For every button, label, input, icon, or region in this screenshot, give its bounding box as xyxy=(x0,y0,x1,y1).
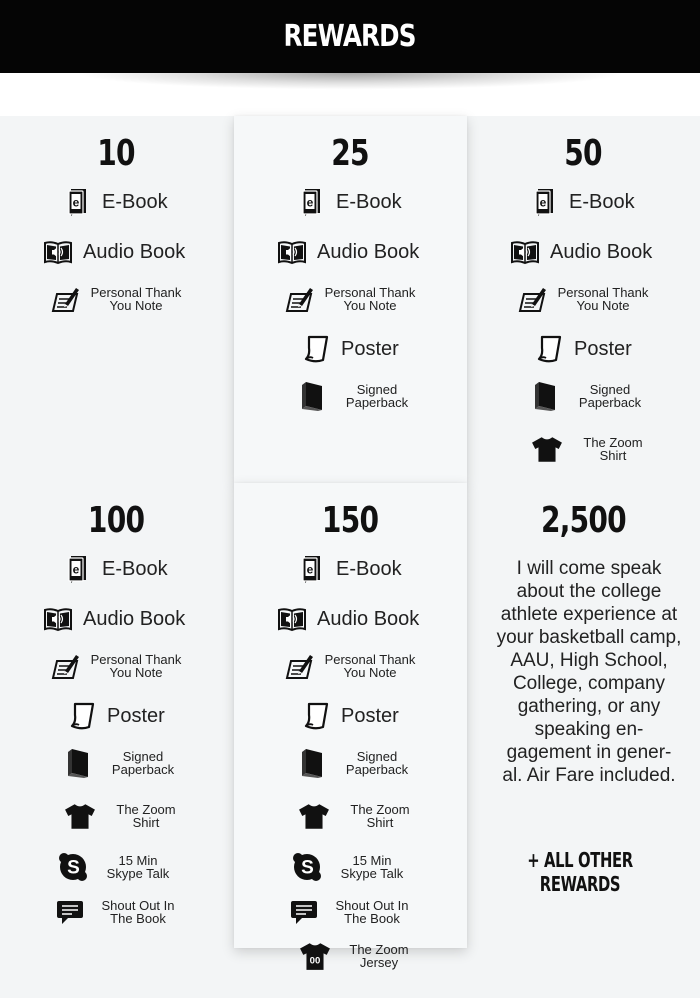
note-pen-icon xyxy=(284,651,314,681)
reward-label: E-Book xyxy=(102,190,168,213)
reward-audio-book xyxy=(43,237,185,267)
skype-icon xyxy=(58,852,88,882)
reward-poster xyxy=(67,701,165,731)
reward-poster xyxy=(301,334,399,364)
chat-bubble-icon xyxy=(55,897,85,927)
reward-poster xyxy=(534,334,632,364)
reward-label: Audio Book xyxy=(83,607,186,630)
audio-book-icon xyxy=(277,237,307,267)
reward-label: E-Book xyxy=(569,190,635,213)
audio-book-icon xyxy=(43,604,73,634)
reward-skype-talk xyxy=(58,852,178,882)
reward-label: 15 Min Skype Talk xyxy=(340,853,404,881)
ebook-icon xyxy=(529,187,559,217)
shirt-icon xyxy=(295,801,333,831)
reward-label: Audio Book xyxy=(550,240,653,263)
audio-book-icon xyxy=(510,237,540,267)
tier-amount: 25 xyxy=(331,133,370,174)
reward-label: Personal Thank You Note xyxy=(90,285,182,313)
reward-zoom-shirt xyxy=(61,801,183,831)
skype-icon xyxy=(292,852,322,882)
reward-label: The Zoom Shirt xyxy=(583,435,643,463)
reward-label: The Zoom Shirt xyxy=(350,802,410,830)
rewards-banner xyxy=(0,0,700,73)
reward-ebook xyxy=(296,187,402,217)
tier-150 xyxy=(234,485,467,543)
ebook-icon xyxy=(296,187,326,217)
reward-label: Shout Out In The Book xyxy=(101,898,175,926)
reward-audio-book xyxy=(277,604,419,634)
audio-book-icon xyxy=(277,604,307,634)
paperback-icon xyxy=(297,748,327,778)
tier-50 xyxy=(467,118,700,176)
reward-audio-book xyxy=(43,604,185,634)
banner-shadow xyxy=(0,73,700,95)
shirt-icon xyxy=(528,434,566,464)
reward-label: E-Book xyxy=(336,557,402,580)
reward-label: Audio Book xyxy=(317,607,420,630)
tier-25 xyxy=(234,118,467,176)
reward-label: Signed Paperback xyxy=(345,749,409,777)
reward-label: Signed Paperback xyxy=(345,382,409,410)
page-title: REWARDS xyxy=(283,19,417,54)
reward-label: Poster xyxy=(341,704,399,727)
reward-shout-out xyxy=(55,897,181,927)
reward-signed-paperback xyxy=(297,381,417,411)
reward-label: Personal Thank You Note xyxy=(324,285,416,313)
note-pen-icon xyxy=(517,284,547,314)
tier-amount: 50 xyxy=(564,133,603,174)
reward-signed-paperback xyxy=(63,748,183,778)
reward-label: Personal Thank You Note xyxy=(90,652,182,680)
reward-ebook xyxy=(62,554,168,584)
reward-label: Personal Thank You Note xyxy=(557,285,649,313)
reward-audio-book xyxy=(510,237,652,267)
reward-zoom-shirt xyxy=(528,434,650,464)
reward-ebook xyxy=(529,187,635,217)
tier-100 xyxy=(0,485,233,543)
ebook-icon xyxy=(62,554,92,584)
tier-amount: 150 xyxy=(322,500,379,541)
reward-audio-book xyxy=(277,237,419,267)
reward-zoom-shirt xyxy=(295,801,417,831)
reward-thank-you-note xyxy=(50,651,182,681)
ebook-icon xyxy=(296,554,326,584)
poster-icon xyxy=(301,701,331,731)
reward-label: Poster xyxy=(574,337,632,360)
reward-signed-paperback xyxy=(297,748,417,778)
reward-label: The Zoom Shirt xyxy=(116,802,176,830)
tier-amount: 2,500 xyxy=(541,500,626,541)
note-pen-icon xyxy=(50,284,80,314)
reward-label: E-Book xyxy=(102,557,168,580)
reward-thank-you-note xyxy=(284,284,416,314)
tier-2500 xyxy=(467,485,700,543)
reward-skype-talk xyxy=(292,852,412,882)
reward-label: Signed Paperback xyxy=(111,749,175,777)
audio-book-icon xyxy=(43,237,73,267)
tier-amount: 100 xyxy=(88,500,145,541)
reward-thank-you-note xyxy=(50,284,182,314)
poster-icon xyxy=(67,701,97,731)
reward-ebook xyxy=(296,554,402,584)
reward-label: E-Book xyxy=(336,190,402,213)
paperback-icon xyxy=(297,381,327,411)
poster-icon xyxy=(301,334,331,364)
chat-bubble-icon xyxy=(289,897,319,927)
reward-signed-paperback xyxy=(530,381,650,411)
tier-10 xyxy=(0,118,233,176)
note-pen-icon xyxy=(50,651,80,681)
paperback-icon xyxy=(63,748,93,778)
paperback-icon xyxy=(530,381,560,411)
reward-thank-you-note xyxy=(284,651,416,681)
poster-icon xyxy=(534,334,564,364)
reward-label: Personal Thank You Note xyxy=(324,652,416,680)
reward-thank-you-note xyxy=(517,284,649,314)
reward-label: Shout Out In The Book xyxy=(335,898,409,926)
reward-poster xyxy=(301,701,399,731)
reward-label: Audio Book xyxy=(83,240,186,263)
reward-label: 15 Min Skype Talk xyxy=(106,853,170,881)
reward-label: The Zoom Jersey xyxy=(349,942,409,970)
tier-amount: 10 xyxy=(97,133,136,174)
jersey-icon xyxy=(298,941,332,971)
speaking-engagement-description: I will come speak about the college athlete experience at your basketball camp, AAU, High School, College, company gathering, or any speaking en- gagement in gener- al. Air Fare included. xyxy=(496,558,682,786)
reward-label: Poster xyxy=(341,337,399,360)
note-pen-icon xyxy=(284,284,314,314)
reward-shout-out xyxy=(289,897,415,927)
reward-label: Audio Book xyxy=(317,240,420,263)
reward-zoom-jersey xyxy=(298,941,416,971)
reward-ebook xyxy=(62,187,168,217)
shirt-icon xyxy=(61,801,99,831)
reward-label: Signed Paperback xyxy=(578,382,642,410)
all-other-rewards-label: + ALL OTHER REWARDS xyxy=(527,848,633,896)
reward-label: Poster xyxy=(107,704,165,727)
ebook-icon xyxy=(62,187,92,217)
